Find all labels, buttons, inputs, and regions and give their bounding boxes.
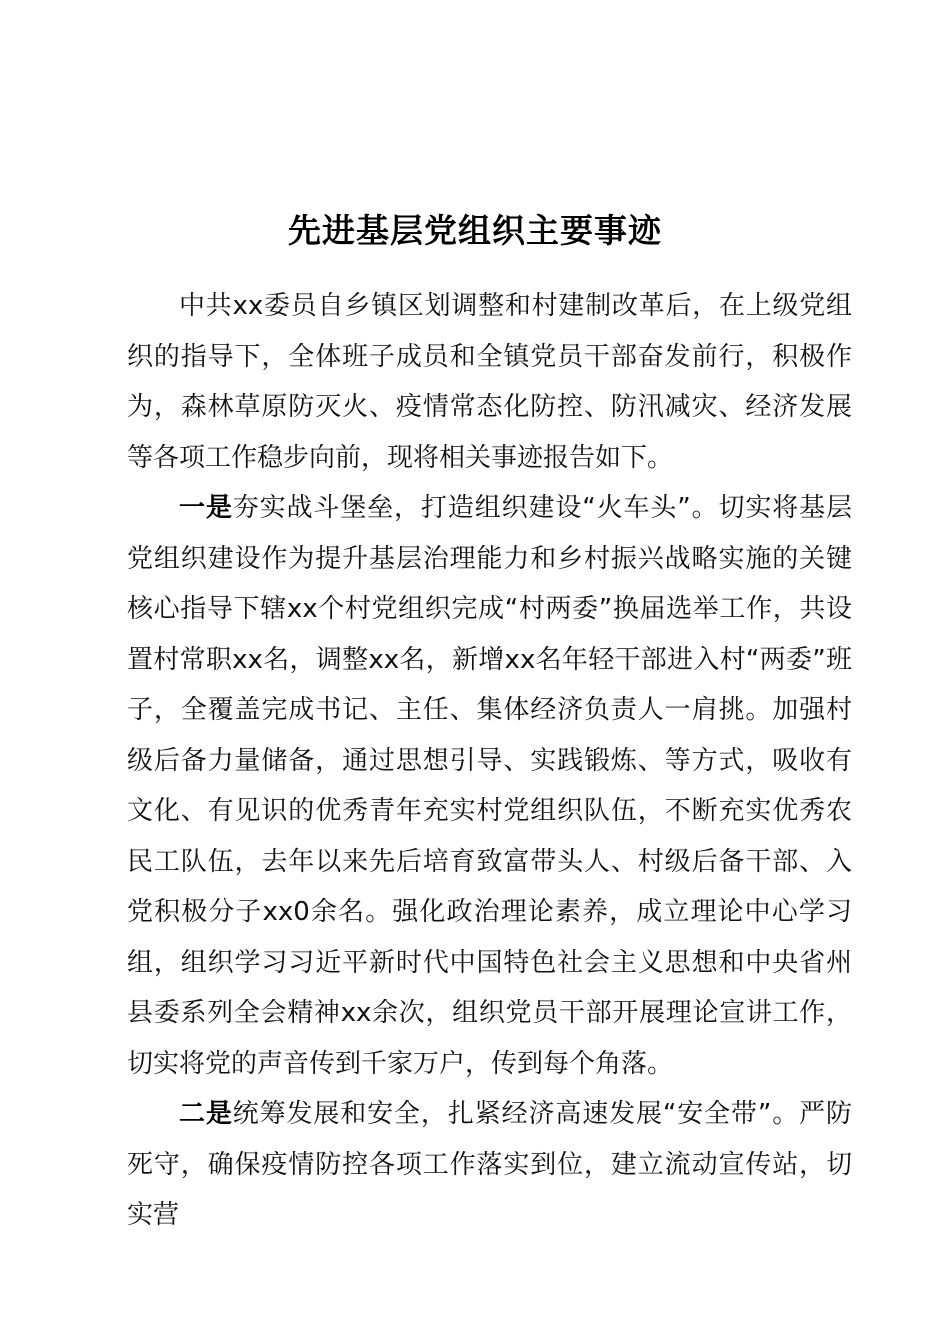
section-paragraph-2 [127,1089,852,1241]
section-1-lead: 一是 [179,493,233,523]
section-2-lead: 二是 [179,1099,233,1129]
section-2-text: 统筹发展和安全，扎紧经济高速发展“安全带”。严防死守，确保疫情防控各项工作落实到位，建立流动宣传站，切实营 [127,1099,852,1230]
intro-paragraph: 中共xx委员自乡镇区划调整和村建制改革后，在上级党组织的指导下，全体班子成员和全镇党员干部奋发前行，积极作为，森林草原防灭火、疫情常态化防控、防汛减灾、经济发展等各项工作稳步向前，现将相关事迹报告如下。 [127,291,852,473]
section-paragraph-1 [127,483,852,1089]
document-title: 先进基层党组织主要事迹 [288,211,662,250]
section-1-text: 夯实战斗堡垒，打造组织建设“火车头”。切实将基层党组织建设作为提升基层治理能力和乡村振兴战略实施的关键核心指导下辖xx个村党组织完成“村两委”换届选举工作，共设置村常职xx名，调整xx名，新增xx名年轻干部进入村“两委”班子，全覆盖完成书记、主任、集体经济负责人一肩挑。加强村级后备力量储备，通过思想引导、实践锻炼、等方式，吸收有文化、有见识的优秀青年充实村党组织队伍，不断充实优秀农民工队伍，去年以来先后培育致富带头人、村级后备干部、入党积极分子xx0余名。强化政治理论素养，成立理论中心学习组，组织学习习近平新时代中国特色社会主义思想和中央省州县委系列全会精神xx余次，组织党员干部开展理论宣讲工作，切实将党的声音传到千家万户，传到每个角落。 [127,493,852,1079]
document-body [127,281,852,1241]
